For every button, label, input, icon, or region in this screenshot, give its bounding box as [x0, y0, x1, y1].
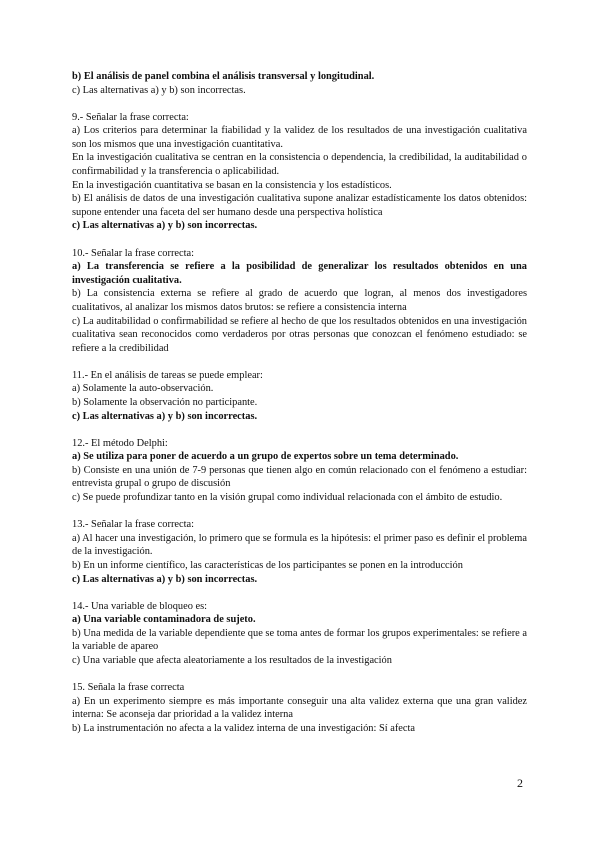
question-9 [72, 111, 527, 233]
answer-line: a) La transferencia se refiere a la posibilidad de generalizar los resultados obtenidos en una investigación cualitativa. [72, 261, 527, 286]
answer-line: c) Las alternativas a) y b) son incorrectas. [72, 220, 258, 232]
answer-line: En la investigación cualitativa se centran en la consistencia o dependencia, la credibilidad, la auditabilidad o confirmabilidad y la transferencia o aplicabilidad. [72, 152, 527, 178]
question-heading: 12.- El método Delphi: [72, 437, 168, 449]
answer-line: a) En un experimento siempre es más importante conseguir una alta validez externa que una gran validez interna: Se aconseja dar prioridad a la validez interna [72, 695, 527, 721]
answer-line: b) Consiste en una unión de 7-9 personas que tienen algo en común relacionado con el fenómeno a estudiar: entrevista grupal o grupo de discusión [72, 464, 527, 490]
question-14 [72, 600, 527, 668]
answer-line: b) Una medida de la variable dependiente que se toma antes de formar los grupos experimentales: se refiere a la variable de apareo [72, 627, 527, 653]
answer-line: c) Se puede profundizar tanto en la visión grupal como individual relacionada con el ámbito de estudio. [72, 492, 503, 504]
answer-line: c) La auditabilidad o confirmabilidad se refiere al hecho de que los resultados obtenidos en una investigación cualitativa sean reconocidos como verdaderos por otras personas que conozcan el fenómeno estudiado: se refiere a la credibilidad [72, 315, 527, 354]
question-heading: 11.- En el análisis de tareas se puede emplear: [72, 369, 263, 381]
answer-line: b) El análisis de panel combina el análisis transversal y longitudinal. [72, 71, 375, 82]
question-13 [72, 518, 527, 586]
answer-line: c) Las alternativas a) y b) son incorrectas. [72, 573, 258, 585]
document-body [72, 70, 527, 735]
answer-line: a) Se utiliza para poner de acuerdo a un grupo de expertos sobre un tema determinado. [72, 451, 459, 463]
question-12 [72, 437, 527, 505]
answer-line: b) La instrumentación no afecta a la validez interna de una investigación: Sí afecta [72, 722, 416, 734]
question-heading: 15. Señala la frase correcta [72, 682, 185, 694]
question-heading: 9.- Señalar la frase correcta: [72, 111, 189, 123]
answer-line: b) Solamente la observación no participante. [72, 396, 258, 408]
answer-line: c) Las alternativas a) y b) son incorrectas. [72, 410, 258, 422]
question-11 [72, 369, 527, 423]
page-number: 2 [517, 776, 523, 790]
answer-line: En la investigación cuantitativa se basan en la consistencia y los estadísticos. [72, 179, 392, 191]
answer-line: b) La consistencia externa se refiere al grado de acuerdo que logran, al menos dos investigadores cualitativos, al analizar los mismos datos brutos: se refiere a consistencia interna [72, 288, 527, 313]
answer-line: b) El análisis de datos de una investigación cualitativa supone analizar estadísticamente los datos obtenidos: supone entender una faceta del ser humano desde una perspectiva holística [72, 193, 527, 218]
answer-line: a) Al hacer una investigación, lo primero que se formula es la hipótesis: el primer paso es definir el problema de la investigación. [72, 532, 527, 558]
question-10 [72, 247, 527, 356]
question-8-tail [72, 70, 527, 97]
answer-line: c) Una variable que afecta aleatoriamente a los resultados de la investigación [72, 654, 392, 666]
answer-line: a) Solamente la auto-observación. [72, 383, 214, 395]
answer-line: b) En un informe científico, las características de los participantes se ponen en la introducción [72, 559, 463, 571]
question-heading: 13.- Señalar la frase correcta: [72, 519, 195, 531]
question-heading: 10.- Señalar la frase correcta: [72, 247, 195, 259]
question-heading: 14.- Una variable de bloqueo es: [72, 600, 208, 612]
answer-line: a) Los criterios para determinar la fiabilidad y la validez de los resultados de una investigación cualitativa son los mismos que una investigación cuantitativa. [72, 125, 527, 150]
answer-line: a) Una variable contaminadora de sujeto. [72, 614, 256, 626]
answer-line: c) Las alternativas a) y b) son incorrectas. [72, 84, 246, 96]
question-15 [72, 681, 527, 735]
